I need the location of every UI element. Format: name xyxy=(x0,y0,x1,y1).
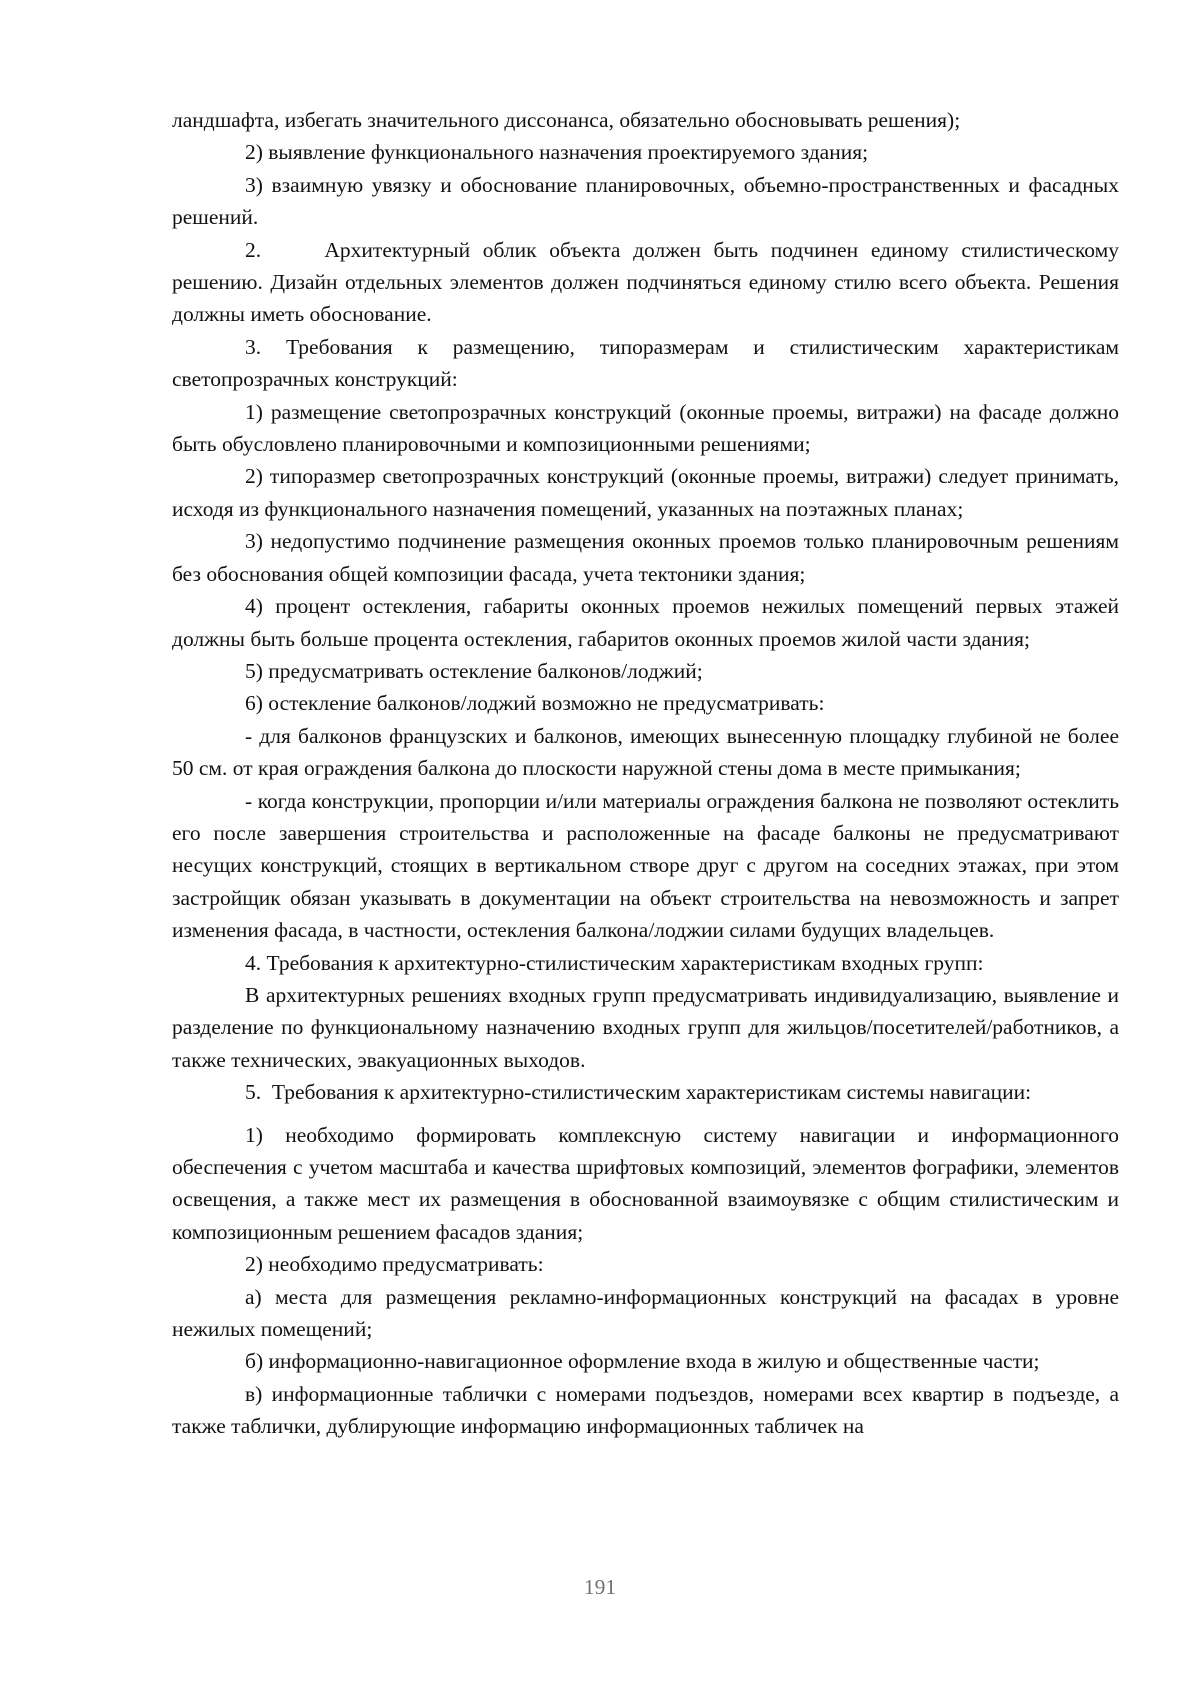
document-page xyxy=(172,104,1119,1443)
sub-list-item: в) информационные таблички с номерами подъездов, номерами всех квартир в подъезде, а также таблички, дублирующие информацию информационных табличек на xyxy=(172,1381,1119,1439)
list-item: 2) необходимо предусматривать: xyxy=(245,1252,544,1277)
list-item: 6) остекление балконов/лоджий возможно не предусматривать: xyxy=(245,691,825,716)
list-item: 2) выявление функционального назначения проектируемого здания; xyxy=(245,140,869,165)
section-heading-paragraph: 5. Требования к архитектурно-стилистическим характеристикам системы навигации: xyxy=(245,1080,1032,1105)
body-paragraph: В архитектурных решениях входных групп предусматривать индивидуализацию, выявление и разделение по функциональному назначению входных групп для жильцов/посетителей/работников, а также технических, эвакуационных выходов. xyxy=(172,982,1119,1072)
dash-item: - для балконов французских и балконов, имеющих вынесенную площадку глубиной не более 50 см. от края ограждения балкона до плоскости наружной стены дома в месте примыкания; xyxy=(172,723,1119,781)
sub-list-item: б) информационно-навигационное оформление входа в жилую и общественные части; xyxy=(245,1349,1040,1374)
section-heading-paragraph: 4. Требования к архитектурно-стилистическим характеристикам входных групп: xyxy=(245,950,984,975)
list-item: 1) размещение светопрозрачных конструкций (оконные проемы, витражи) на фасаде должно быть обусловлено планировочными и композиционными решениями; xyxy=(172,399,1119,457)
sub-list-item: а) места для размещения рекламно-информационных конструкций на фасадах в уровне нежилых помещений; xyxy=(172,1284,1119,1342)
list-item: 3) взаимную увязку и обоснование планировочных, объемно-пространственных и фасадных решений. xyxy=(172,172,1119,230)
dash-item: - когда конструкции, пропорции и/или материалы ограждения балкона не позволяют остеклить его после завершения строительства и расположенные на фасаде балконы не предусматривают несущих конструкций, стоящих в вертикальном створе друг с другом на соседних этажах, при этом застройщик обязан указывать в документации на объект строительства на невозможность и запрет изменения фасада, в частности, остекления балкона/лоджии силами будущих владельцев. xyxy=(172,788,1119,943)
list-item: 3) недопустимо подчинение размещения оконных проемов только планировочным решениям без обоснования общей композиции фасада, учета тектоники здания; xyxy=(172,529,1119,586)
section-paragraph: 2. Архитектурный облик объекта должен быть подчинен единому стилистическому решению. Дизайн отдельных элементов должен подчиняться единому стилю всего объекта. Решения должны иметь обоснование. xyxy=(172,237,1119,327)
list-item: 2) типоразмер светопрозрачных конструкций (оконные проемы, витражи) следует принимать, исходя из функционального назначения помещений, указанных на поэтажных планах; xyxy=(172,464,1119,521)
page-number: 191 xyxy=(583,1575,617,1599)
paragraph-continuation: ландшафта, избегать значительного диссонанса, обязательно обосновывать решения); xyxy=(172,108,961,132)
list-item: 1) необходимо формировать комплексную систему навигации и информационного обеспечения с учетом масштаба и качества шрифтовых композиций, элементов фографики, элементов освещения, а также мест их размещения в обоснованной взаимоувязке с общим стилистическим и композиционным решением фасадов здания; xyxy=(172,1122,1119,1244)
list-item: 4) процент остекления, габариты оконных проемов нежилых помещений первых этажей должны быть больше процента остекления, габаритов оконных проемов жилой части здания; xyxy=(172,594,1119,651)
list-item: 5) предусматривать остекление балконов/лоджий; xyxy=(245,658,703,683)
section-heading-paragraph: 3. Требования к размещению, типоразмерам и стилистическим характеристикам светопрозрачных конструкций: xyxy=(172,334,1119,392)
